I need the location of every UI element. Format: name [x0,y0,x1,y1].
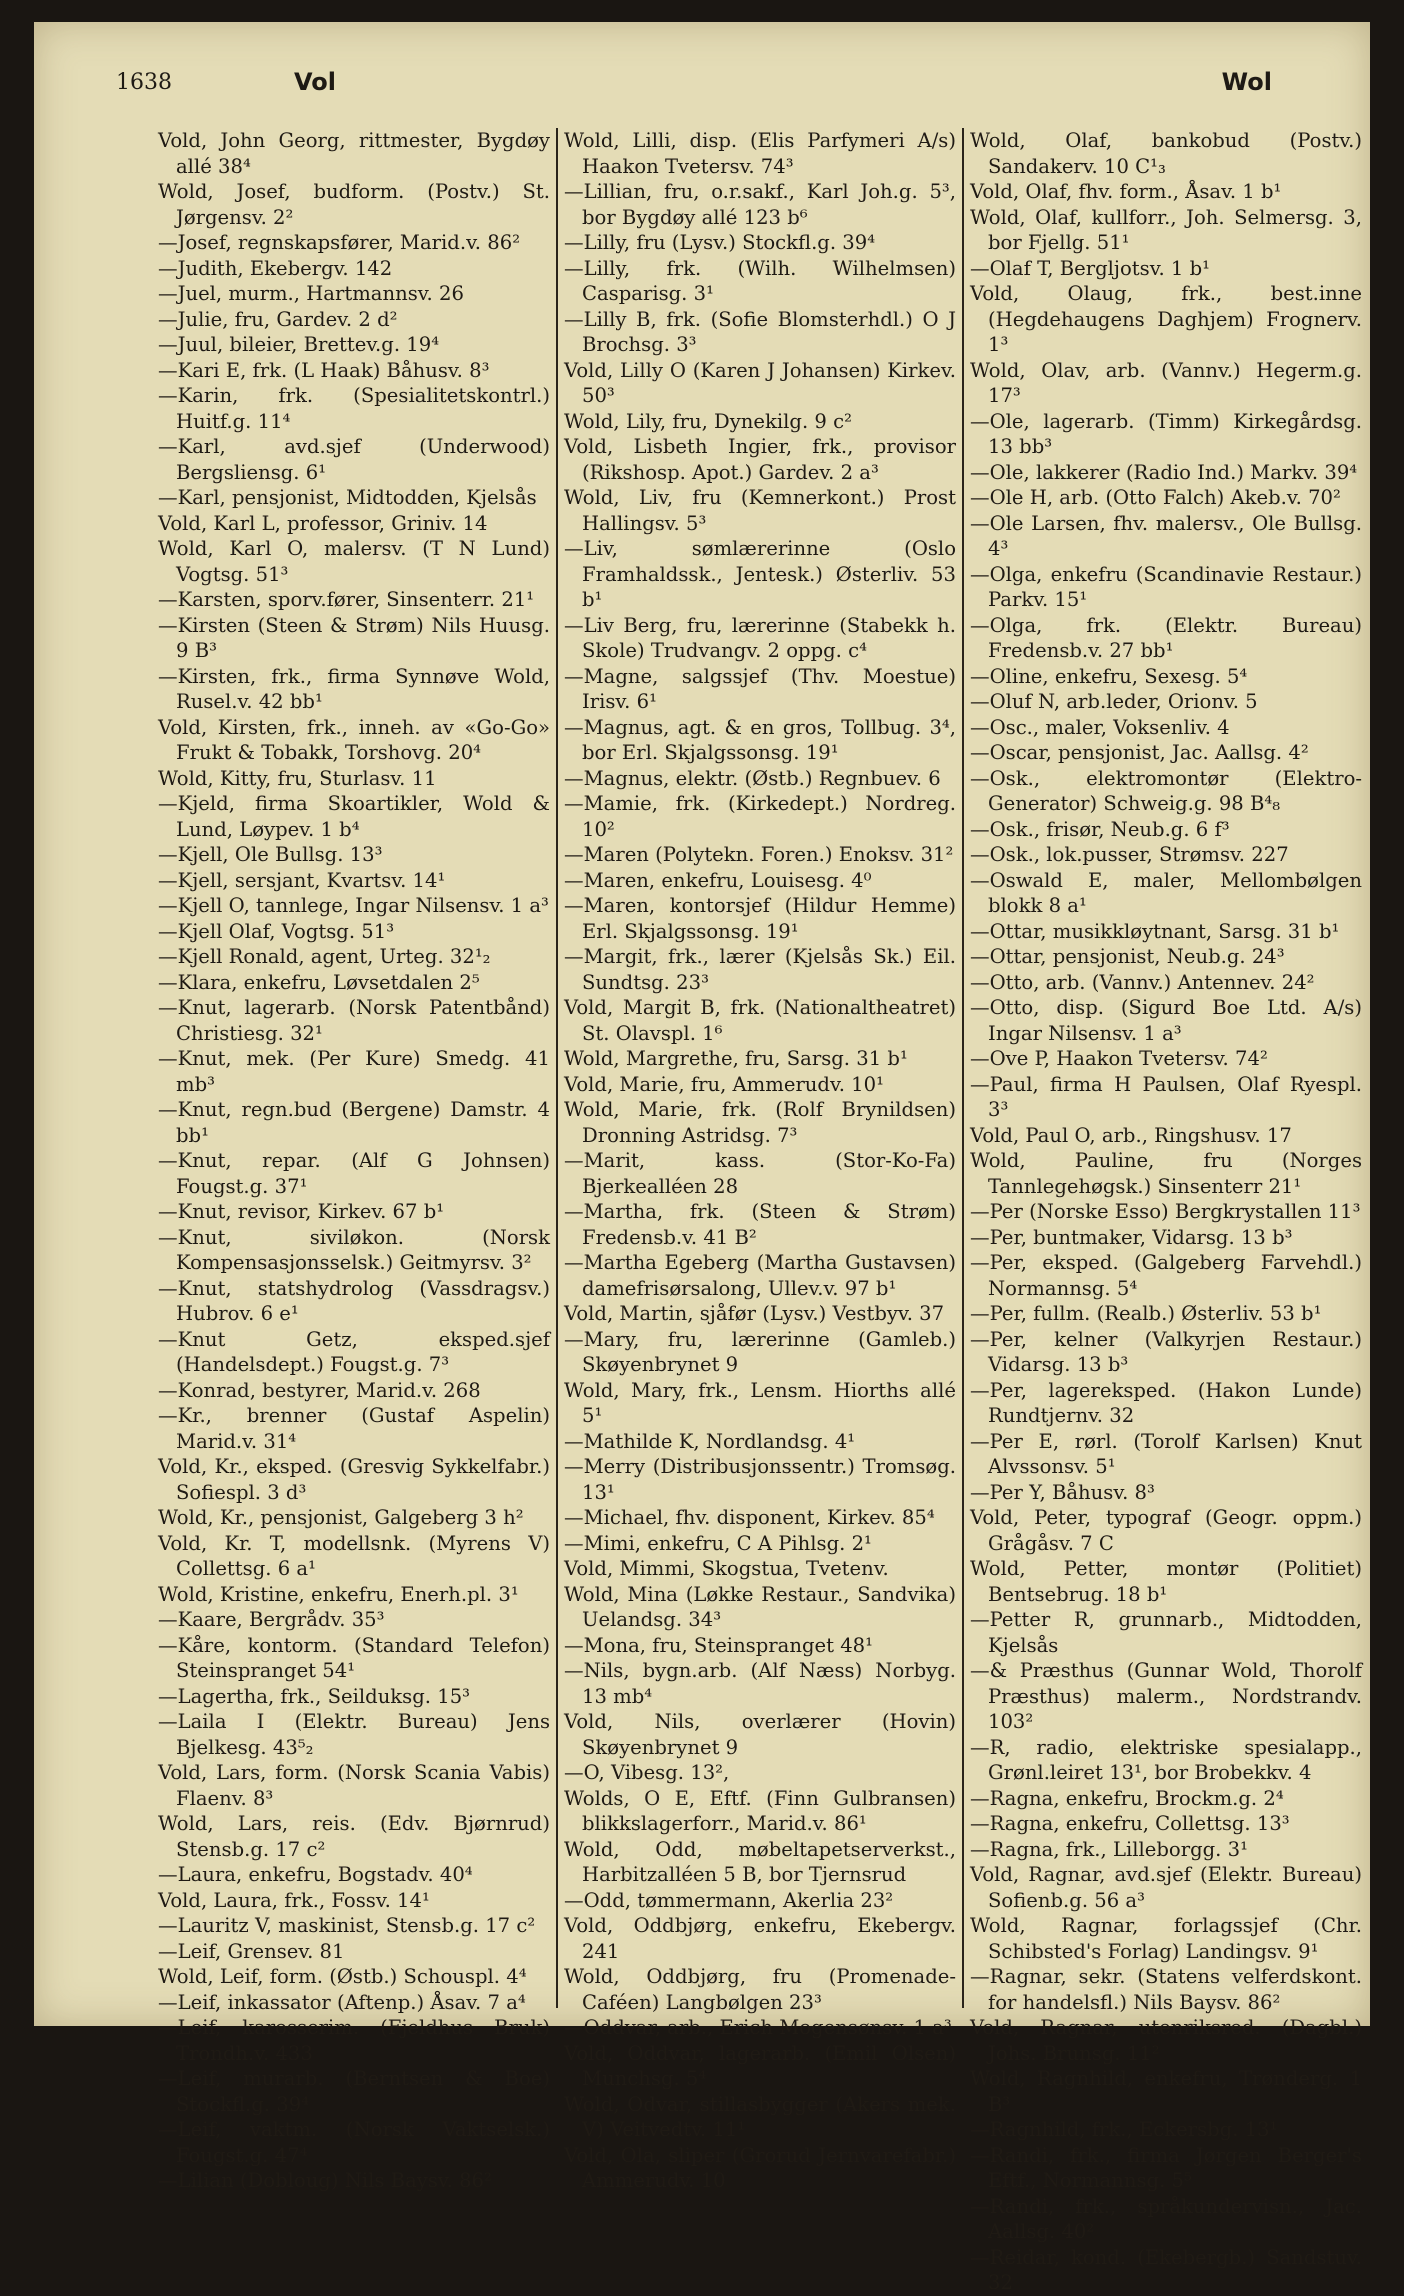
directory-entry: —Per Y, Båhusv. 8³ [970,1480,1155,1504]
directory-entry: —Kjell, Ole Bullsg. 13³ [158,843,383,866]
directory-entry: —Martha, frk. (Steen & Strøm) Fredensb.v. 41 B² [564,1200,956,1249]
directory-entry: —& Præsthus (Gunnar Wold, Thorolf Præsthus) malerm., Nordstrandv. 103² [970,1659,1362,1733]
directory-entry: —Ragnar, sekr. (Statens velferdskont. for handelsfl.) Nils Baysv. 86² [970,1965,1362,2014]
directory-entry: —Karin, frk. (Spesialitetskontrl.) Huitf.g. 11⁴ [158,384,550,433]
directory-entry: —Olga, enkefru (Scandinavie Restaur.) Parkv. 15¹ [970,562,1362,611]
directory-entry: —Ole, lakkerer (Radio Ind.) Markv. 39⁴ [970,460,1358,484]
directory-entry: —Ole, lagerarb. (Timm) Kirkegårdsg. 13 bb³ [970,409,1362,458]
directory-entry: —Julie, fru, Gardev. 2 d² [158,307,398,331]
directory-entry: —Knut, repar. (Alf G Johnsen) Fougst.g. 37¹ [158,1149,550,1198]
directory-entry: —Magnus, elektr. (Østb.) Regnbuev. 6 [564,766,941,790]
directory-entry: —Merry (Distribusjonssentr.) Tromsøg. 13¹ [564,1455,956,1504]
directory-entry: —O, Vibesg. 13², [564,1761,730,1784]
directory-entry: Wold, Josef, budform. (Postv.) St. Jørgensv. 2² [158,180,550,229]
directory-entry: —Magne, salgssjef (Thv. Moestue) Irisv. 6¹ [564,664,956,713]
directory-entry: —Laura, enkefru, Bogstadv. 40⁴ [158,1863,473,1886]
directory-entry: —Lilly B, frk. (Sofie Blomsterhdl.) O J Brochsg. 3³ [564,307,956,356]
column-3 [962,128,1368,2294]
directory-entry: —Kjell O, tannlege, Ingar Nilsensv. 1 a³ [158,894,549,917]
directory-entry: Wold, Ragnhild, enkefru, Trønderg. 1 B³ [970,2067,1362,2116]
directory-entry: —Paul, firma H Paulsen, Olaf Ryespl. 3³ [970,1072,1362,1121]
directory-entry: —Kirsten (Steen & Strøm) Nils Huusg. 9 B³ [158,613,550,662]
directory-entry: Wold, Margrethe, fru, Sarsg. 31 b¹ [564,1047,908,1070]
directory-entry: —Knut, statshydrolog (Vassdragsv.) Hubrov. 6 e¹ [158,1276,550,1325]
directory-entry: —Kjell Olaf, Vogtsg. 51³ [158,919,395,943]
directory-entry: —Ragna, enkefru, Collettsg. 13³ [970,1812,1290,1835]
directory-entry: —Karsten, sporv.fører, Sinsenterr. 21¹ [158,588,535,611]
directory-entry: Vold, John Georg, rittmester, Bygdøy allé 38⁴ [158,129,550,178]
directory-entry: —Lagertha, frk., Seilduksg. 15³ [158,1684,471,1708]
directory-entry: —Knut Getz, eksped.sjef (Handelsdept.) Fougst.g. 7³ [158,1327,550,1376]
directory-entry: Wold, Olav, arb. (Vannv.) Hegerm.g. 17³ [970,358,1362,407]
directory-entry: —Ragnhild, frk., Eckersbg. 13¹ [970,2118,1278,2141]
directory-entry: —Nils, bygn.arb. (Alf Næss) Norbyg. 13 mb⁴ [564,1659,956,1708]
directory-entry: —Lillian, fru, o.r.sakf., Karl Joh.g. 5³, bor Bygdøy allé 123 b⁶ [564,180,956,229]
directory-entry: —Maren, kontorsjef (Hildur Hemme) Erl. Skjalgssonsg. 19¹ [564,894,956,943]
directory-entry: Vold, Lars, form. (Norsk Scania Vabis) Flaenv. 8³ [158,1761,550,1810]
directory-entry: Wold, Leif, form. (Østb.) Schouspl. 4⁴ [158,1965,527,1988]
directory-entry: Wold, Olaf, bankobud (Postv.) Sandakerv. 10 C¹₃ [970,129,1362,178]
directory-entry: —Mona, fru, Steinspranget 48¹ [564,1633,873,1657]
directory-entry: Vold, Kirsten, frk., inneh. av «Go-Go» Frukt & Tobakk, Torshovg. 20⁴ [158,715,550,764]
directory-entry: —Kjell Ronald, agent, Urteg. 32¹₂ [158,945,491,968]
directory-entry: Vold, Laura, frk., Fossv. 14¹ [158,1888,430,1912]
directory-entry: —Ottar, pensjonist, Neub.g. 24³ [970,945,1285,968]
directory-entry: Wold, Kr., pensjonist, Galgeberg 3 h² [158,1506,524,1529]
directory-entry: —Otto, arb. (Vannv.) Antennev. 24² [970,970,1315,994]
directory-entry: Vold, Kr., eksped. (Gresvig Sykkelfabr.) Sofiespl. 3 d³ [158,1455,550,1504]
directory-entry: —Lilly, frk. (Wilh. Wilhelmsen) Casparisg. 3¹ [564,256,956,305]
directory-entry: —Kirsten, frk., firma Synnøve Wold, Rusel.v. 42 bb¹ [158,664,550,713]
directory-entry: —Karl, avd.sjef (Underwood) Bergsliensg. 6¹ [158,435,550,484]
directory-entry: —Oddvar, arb., Erich Mogensønsv. 1 a³ [564,2016,952,2039]
directory-entry: —Per (Norske Esso) Bergkrystallen 11³ [970,1200,1361,1223]
directory-entry: —Leif, inkassator (Aftenp.) Åsav. 7 a⁴ [158,1990,526,2014]
directory-entry: —Maren, enkefru, Louisesg. 4⁰ [564,868,872,892]
directory-entry: —Ole Larsen, fhv. malersv., Ole Bullsg. 4³ [970,511,1362,560]
directory-entry: Wold, Lilli, disp. (Elis Parfymeri A/s) Haakon Tvetersv. 74³ [564,129,956,178]
directory-entry: Vold, Margit B, frk. (Nationaltheatret) St. Olavspl. 1⁶ [564,996,956,1045]
directory-entry: Wold, Petter, montør (Politiet) Bentsebrug. 18 b¹ [970,1557,1362,1606]
directory-entry: —Leif, vaktm. (Norsk Vaktselsk.) Fougst.g. 47⁴ [158,2118,550,2167]
directory-entry: —Leif, murarb. (Berntsen & Boe) Stockfl.g. 39⁴ [158,2067,550,2116]
directory-entry: —Klara, enkefru, Løvsetdalen 2⁵ [158,970,480,994]
directory-entry: —Osc., maler, Voksenliv. 4 [970,715,1230,739]
directory-page [34,22,1370,2294]
directory-entry: —Per, kelner (Valkyrjen Restaur.) Vidarsg. 13 b³ [970,1327,1362,1376]
directory-entry: Vold, Mimmi, Skogstua, Tvetenv. [564,1557,889,1580]
directory-entry: —Juul, bileier, Brettev.g. 19⁴ [158,333,440,356]
directory-entry: —Odd, tømmermann, Akerlia 23² [564,1888,894,1912]
directory-entry: —Per, lagereksped. (Hakon Lunde) Rundtjernv. 32 [970,1378,1362,1427]
directory-entry: —Mathilde K, Nordlandsg. 4¹ [564,1429,856,1453]
directory-entry: —Lilly, fru (Lysv.) Stockfl.g. 39⁴ [564,231,876,254]
directory-entry: Vold, Kr. T, modellsnk. (Myrens V) Collettsg. 6 a¹ [158,1531,550,1580]
directory-entry: —Per, fullm. (Realb.) Østerliv. 53 b¹ [970,1302,1322,1325]
directory-entry: —Olga, frk. (Elektr. Bureau) Fredensb.v. 27 bb¹ [970,613,1362,662]
directory-entry: Vold, Ola, sliper (Grorud Jernvarefabr.) Ammerudv. 10 [564,2143,956,2192]
directory-entry: —Mamie, frk. (Kirkedept.) Nordreg. 10² [564,792,956,841]
directory-entry: —Karl, pensjonist, Midtodden, Kjelsås [158,486,537,509]
directory-entry: —Oscar, pensjonist, Jac. Aallsg. 4² [970,741,1309,764]
directory-entry: Vold, Ragnar, utenriksred. (Dagbl.) Johs. Brunsg. 11² [970,2016,1362,2065]
directory-entry: —Osk., frisør, Neub.g. 6 f³ [970,817,1230,841]
directory-entry: —Michael, fhv. disponent, Kirkev. 85⁴ [564,1506,935,1529]
directory-entry: —Ragna, enkefru, Brockm.g. 2⁴ [970,1786,1284,1810]
directory-entry: —Martha Egeberg (Martha Gustavsen) damefrisørsalong, Ullev.v. 97 b¹ [564,1251,956,1300]
directory-entry: Vold, Olaug, frk., best.inne (Hegdehaugens Daghjem) Frognerv. 1³ [970,282,1362,356]
directory-entry: Wold, Pauline, fru (Norges Tannlegehøgsk.) Sinsenterr 21¹ [970,1149,1362,1198]
directory-entry: Wold, Odd, møbeltapetserverkst., Harbitzalléen 5 B, bor Tjernsrud [564,1837,956,1886]
directory-entry: —Kari E, frk. (L Haak) Båhusv. 8³ [158,358,490,382]
directory-entry: —Oluf N, arb.leder, Orionv. 5 [970,690,1258,713]
directory-entry: Vold, Lisbeth Ingier, frk., provisor (Rikshosp. Apot.) Gardev. 2 a³ [564,435,956,484]
directory-entry: —Per, buntmaker, Vidarsg. 13 b³ [970,1225,1293,1249]
directory-entry: —Knut, regn.bud (Bergene) Damstr. 4 bb¹ [158,1098,550,1147]
directory-entry: Vold, Nils, overlærer (Hovin) Skøyenbrynet 9 [564,1710,956,1759]
directory-entry: —Per, eksped. (Galgeberg Farvehdl.) Normannsg. 5⁴ [970,1251,1362,1300]
directory-entry: Vold, Oddvar, lagerarb. (Emil Olsen) Munchsg. 5⁴ [564,2041,956,2090]
directory-entry: —Margit, frk., lærer (Kjelsås Sk.) Eil. Sundtsg. 23³ [564,945,956,994]
directory-entry: Wold, Olaf, kullforr., Joh. Selmersg. 3, bor Fjellg. 51¹ [970,205,1362,254]
directory-entry: Vold, Ragnar, avd.sjef (Elektr. Bureau) Sofienb.g. 56 a³ [970,1863,1362,1912]
page-number: 1638 [116,70,172,95]
directory-entry: —Leif, karosserim. (Fjeldhus Bruk) Trondh.v. 433 [158,2016,550,2065]
directory-entry: —Randi, frk., språkundervisn., Jac. Aallsg. 40² [970,2194,1362,2243]
columns [152,128,1368,2294]
directory-entry: Wold, Liv, fru (Kemnerkont.) Prost Hallingsv. 5³ [564,486,956,535]
directory-entry: Wold, Mary, frk., Lensm. Hiorths allé 5¹ [564,1378,956,1427]
directory-entry: —Ole H, arb. (Otto Falch) Akeb.v. 70² [970,486,1341,509]
directory-entry: Wold, Lily, fru, Dynekilg. 9 c² [564,409,852,433]
directory-entry: —Judith, Ekebergv. 142 [158,256,393,280]
page-header [116,62,1366,106]
directory-entry: —Maren (Polytekn. Foren.) Enoksv. 31² [564,843,954,866]
directory-entry: —Liv, sømlærerinne (Oslo Framhaldssk., Jentesk.) Østerliv. 53 b¹ [564,537,956,611]
directory-entry: Wold, Oddbjørg, fru (Promenade-Caféen) Langbølgen 23³ [564,1965,956,2014]
directory-entry: —Kåre, kontorm. (Standard Telefon) Steinspranget 54¹ [158,1633,550,1682]
directory-entry: —Randi, frk., firma Jørgen Berger's Eftf., Normannsg. 5⁵ [970,2143,1362,2192]
directory-entry: —Knut, mek. (Per Kure) Smedg. 41 mb³ [158,1047,550,1096]
directory-entry: Vold, Paul O, arb., Ringshusv. 17 [970,1123,1292,1147]
directory-entry: Vold, Peter, typograf (Geogr. oppm.) Grågåsv. 7 C [970,1506,1362,1555]
directory-entry: —Per E, rørl. (Torolf Karlsen) Knut Alvssonsv. 5¹ [970,1429,1362,1478]
directory-entry: —Kaare, Bergrådv. 35³ [158,1608,385,1631]
directory-entry: —Josef, regnskapsfører, Marid.v. 86² [158,231,521,254]
directory-entry: —Leif, Grensev. 81 [158,1939,345,1963]
directory-entry: Vold, Karl L, professor, Griniv. 14 [158,511,488,535]
directory-entry: —Marit, kass. (Stor-Ko-Fa) Bjerkealléen 28 [564,1149,956,1198]
directory-entry: —Konrad, bestyrer, Marid.v. 268 [158,1378,481,1402]
directory-entry: —Ragna, frk., Lilleborgg. 3¹ [970,1837,1248,1861]
directory-entry: —Knut, revisor, Kirkev. 67 b¹ [158,1200,445,1223]
directory-entry: Vold, Oddbjørg, enkefru, Ekebergv. 241 [564,1914,956,1963]
directory-entry: —Kjell, sersjant, Kvartsv. 14¹ [158,868,446,892]
directory-entry: —Lauritz V, maskinist, Stensb.g. 17 c² [158,1914,536,1937]
directory-entry: —Otto, disp. (Sigurd Boe Ltd. A/s) Ingar Nilsensv. 1 a³ [970,996,1362,1045]
directory-entry: Vold, Marie, fru, Ammerudv. 10¹ [564,1072,884,1096]
directory-entry: Wolds, O E, Eftf. (Finn Gulbransen) blikkslagerforr., Marid.v. 86¹ [564,1786,956,1835]
directory-entry: —Lilian (Dobloug) Nils Baysv. 86² [158,2169,492,2192]
directory-entry: —Knut, siviløkon. (Norsk Kompensasjonsselsk.) Geitmyrsv. 3² [158,1225,550,1274]
directory-entry: —Reidar, kond. (Ekebergb.) Sandstuv. 32 [970,2245,1362,2294]
directory-entry: Vold, Olaf, fhv. form., Åsav. 1 b¹ [970,180,1282,203]
directory-entry: —Kr., brenner (Gustaf Aspelin) Marid.v. 31⁴ [158,1404,550,1453]
directory-entry: —Mimi, enkefru, C A Pihlsg. 2¹ [564,1531,872,1555]
directory-entry: Wold, Karl O, malersv. (T N Lund) Vogtsg. 51³ [158,537,550,586]
directory-entry: —Laila I (Elektr. Bureau) Jens Bjelkesg. 43⁵₂ [158,1710,550,1759]
directory-entry: Wold, Mina (Løkke Restaur., Sandvika) Uelandsg. 34³ [564,1582,956,1631]
directory-entry: Vold, Lilly O (Karen J Johansen) Kirkev. 50³ [564,358,956,407]
directory-entry: —Liv Berg, fru, lærerinne (Stabekk h. Skole) Trudvangv. 2 oppg. c⁴ [564,613,956,662]
directory-entry: Wold, Odvar, stillasbygger (Akers mek. V) Veitvedtv. 11¹ [564,2092,956,2141]
directory-entry: —Magnus, agt. & en gros, Tollbug. 3⁴, bor Erl. Skjalgssonsg. 19¹ [564,715,956,764]
directory-entry: —Kjeld, firma Skoartikler, Wold & Lund, Løypev. 1 b⁴ [158,792,550,841]
directory-entry: Wold, Marie, frk. (Rolf Brynildsen) Dronning Astridsg. 7³ [564,1098,956,1147]
column-2 [556,128,962,2192]
directory-entry: Wold, Ragnar, forlagssjef (Chr. Schibsted's Forlag) Landingsv. 9¹ [970,1914,1362,1963]
directory-entry: Wold, Lars, reis. (Edv. Bjørnrud) Stensb.g. 17 c² [158,1812,550,1861]
right-keyword: Wol [1221,68,1272,96]
column-1 [152,128,556,2192]
directory-entry: —Osk., elektromontør (Elektro-Generator) Schweig.g. 98 B⁴₈ [970,766,1362,815]
directory-entry: Wold, Kitty, fru, Sturlasv. 11 [158,766,437,790]
directory-entry: —Oline, enkefru, Sexesg. 5⁴ [970,664,1248,688]
directory-entry: —Knut, lagerarb. (Norsk Patentbånd) Christiesg. 32¹ [158,996,550,1045]
directory-entry: —Ottar, musikkløytnant, Sarsg. 31 b¹ [970,919,1340,943]
directory-entry: —Olaf T, Bergljotsv. 1 b¹ [970,256,1210,280]
directory-entry: —Juel, murm., Hartmannsv. 26 [158,282,464,305]
directory-entry: —R, radio, elektriske spesialapp., Grønl.leiret 13¹, bor Brobekkv. 4 [970,1735,1362,1784]
directory-entry: Vold, Martin, sjåfør (Lysv.) Vestbyv. 37 [564,1302,945,1325]
directory-entry: —Petter R, grunnarb., Midtodden, Kjelsås [970,1608,1362,1657]
directory-entry: —Oswald E, maler, Mellombølgen blokk 8 a¹ [970,868,1362,917]
directory-entry: Wold, Kristine, enkefru, Enerh.pl. 3¹ [158,1582,519,1606]
directory-entry: —Mary, fru, lærerinne (Gamleb.) Skøyenbrynet 9 [564,1327,956,1376]
left-keyword: Vol [294,68,336,96]
directory-entry: —Ove P, Haakon Tvetersv. 74² [970,1047,1268,1070]
directory-entry: —Osk., lok.pusser, Strømsv. 227 [970,843,1289,866]
